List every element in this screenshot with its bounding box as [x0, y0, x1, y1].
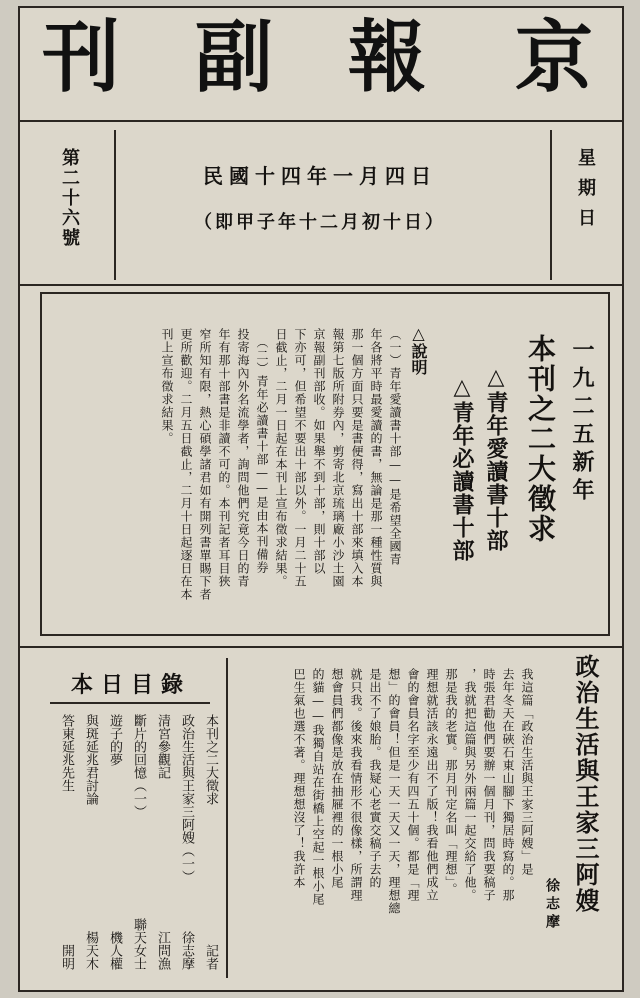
article-line: 是出不了娘胎。我疑心老實交稿子去的 [368, 668, 382, 889]
toc-entry-title: 答東延兆先生 [59, 714, 74, 792]
article-author: 徐志摩 [544, 878, 560, 932]
toc-title-rule [50, 702, 210, 704]
toc-entry[interactable] [202, 714, 218, 970]
contest-body [159, 328, 402, 628]
header-bottom-rule [20, 284, 622, 286]
toc-entry[interactable] [82, 714, 98, 970]
toc-entry[interactable] [154, 714, 170, 970]
contest-item-1: △青年愛讀書十部 [483, 364, 509, 552]
contest-line: 更所歡迎。二月五日截止，二月十日起逐日在本 [179, 328, 193, 601]
header-right-rule [550, 130, 552, 280]
contest-line: 下亦可，但希望不要出十部以外。一月二十五 [293, 328, 307, 588]
toc-entry-title: 斷片的回憶（一） [131, 714, 146, 818]
article-line: 就只我。後來我看情形不很像樣，所謂理 [349, 668, 363, 902]
article-line: 去年冬天在硤石東山腳下獨居時寫的。那 [501, 668, 515, 902]
toc-entry-author: 徐志摩 [179, 931, 194, 970]
weekday: 星期日 [575, 148, 596, 238]
toc-entry-title: 清宮參觀記 [155, 714, 170, 779]
contest-line: 京報副刊部收。如果舉不到十部，則十部以 [312, 328, 326, 575]
masthead-char-1: 京 [515, 12, 594, 103]
contest-line: 窄所知有限，熱心碩學諸君如有開列書單賜下者 [198, 328, 212, 601]
toc-title: 本日目錄 [70, 672, 191, 698]
article-line: 那是我的老實。那月刊定名叫「理想」。 [444, 668, 458, 896]
contest-line: 日截止，二月一日起在本刊上宣布徵求結果。 [274, 328, 288, 588]
article-title: 政治生活與王家三阿嫂 [571, 654, 600, 914]
contest-year-label: 一九二五新年 [569, 338, 595, 506]
article-line: 理想就活該永遠出不了版！我看他們成立 [425, 668, 439, 902]
contest-explain-label: △說明 [409, 324, 428, 375]
toc-entry-author: 江問漁 [155, 931, 170, 970]
article-line: 想」的會員！但是一天一天又一天，理想總 [387, 668, 401, 915]
masthead-rule [20, 120, 622, 122]
masthead-char-4: 刊 [42, 12, 121, 103]
toc-entry-author: 開明 [59, 944, 74, 970]
contest-line: 年各將平時最愛讀的書，無論是那一種性質與 [369, 328, 383, 588]
toc-list [50, 714, 218, 974]
contest-line: 投寄海內外名流學者，詢問他們究竟今日的青 [236, 328, 250, 588]
mid-rule [20, 646, 622, 648]
article-line: 我這篇「政治生活與王家三阿嫂」是 [520, 668, 534, 876]
contest-item-2: △青年必讀書十部 [449, 374, 475, 562]
masthead [20, 8, 622, 116]
contest-line: （二）青年必讀書十部——是由本刊備券 [255, 336, 269, 574]
toc-entry[interactable] [58, 714, 74, 970]
toc-entry-title: 本刊之二大徵求 [203, 714, 218, 805]
toc-entry-author: 聯天女士 [131, 918, 146, 970]
newspaper-page [18, 6, 624, 992]
toc-entry-author: 機人權 [107, 931, 122, 970]
toc-entry-author: 記者 [203, 944, 218, 970]
toc-divider [226, 658, 228, 978]
contest-line: 報第七版所附券內，剪寄北京琉璃廠小沙土園 [331, 328, 345, 588]
contest-line: （一）青年愛讀書十部——是希望全國青 [388, 328, 402, 566]
date-lunar: （即甲子年十二月初十日） [194, 212, 446, 233]
toc-entry-author: 楊天木 [83, 931, 98, 970]
issue-number: 第二十六號 [59, 148, 80, 248]
article-line: 會的會員名字至少有四五十個。都是「理 [406, 668, 420, 902]
date-main: 民國十四年一月四日 [203, 164, 437, 188]
toc-entry-title: 政治生活與王家三阿嫂（一） [179, 714, 194, 883]
toc-entry[interactable] [178, 714, 194, 970]
toc-entry[interactable] [106, 714, 122, 970]
article-body [291, 668, 534, 980]
contest-box [40, 292, 610, 636]
toc-entry-title: 遊子的夢 [107, 714, 122, 766]
header-left-rule [114, 130, 116, 280]
article-line: 時張君勸他們要辦一個月刊，問我要稿子 [482, 668, 496, 902]
contest-line: 刊上宣布徵求結果。 [160, 328, 174, 445]
contest-line: 年有那十部書是非讀不可的。本刊記者耳目狹 [217, 328, 231, 588]
article-line: ，我就把這篇與另外兩篇一起交給了他。 [463, 668, 477, 902]
contest-title: 本刊之二大徵求 [524, 334, 557, 544]
masthead-char-3: 副 [195, 12, 274, 103]
masthead-char-2: 報 [348, 12, 427, 103]
toc-entry-title: 與斑延兆君討論 [83, 714, 98, 805]
article-line: 巴生氣也選不著。理想想沒了！我許本 [292, 668, 306, 889]
toc-entry[interactable] [130, 714, 146, 970]
article-line: 想會員們都像是放在抽屜裡的一根小尾 [330, 668, 344, 889]
contest-line: 那一個方面只要是書便得，寫出十部來填入本 [350, 328, 364, 588]
article-line: 的貓——我獨自站在街橋上空起一根小尾 [311, 668, 325, 906]
